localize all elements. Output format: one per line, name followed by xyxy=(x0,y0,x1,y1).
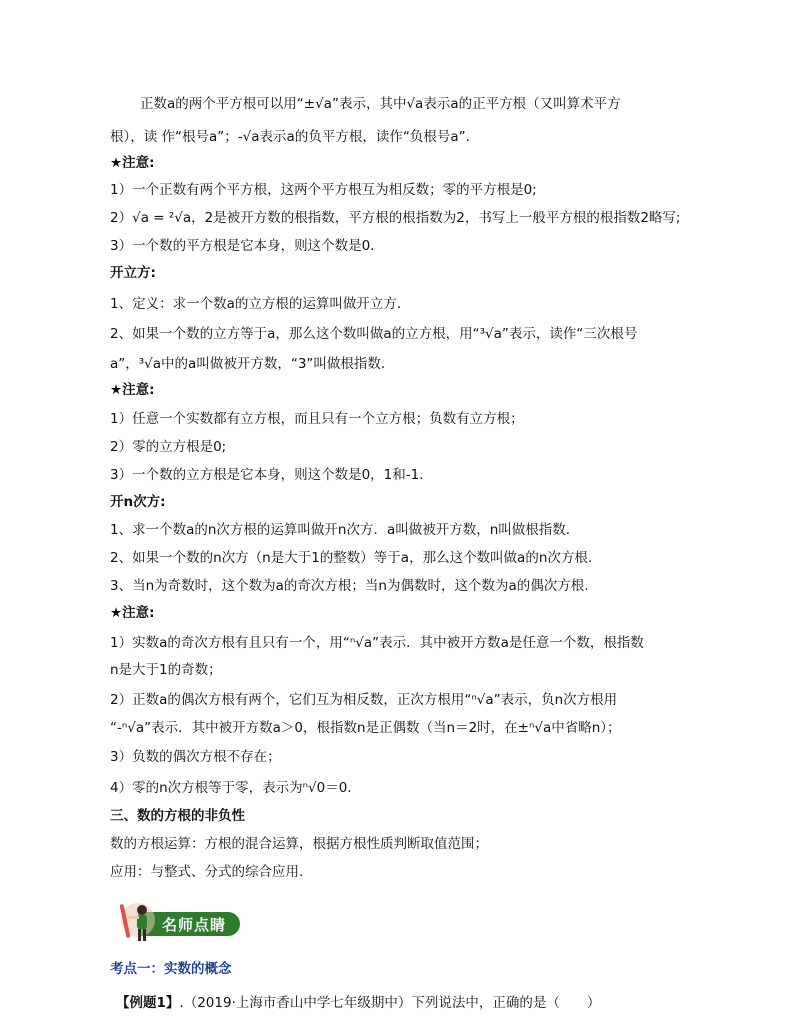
text-line: 1）一个正数有两个平方根，这两个平方根互为相反数；零的平方根是0; xyxy=(110,182,537,198)
teacher-tips-badge xyxy=(118,898,240,944)
text-line: n是大于1的奇数； xyxy=(110,662,222,678)
note-heading: ★注意: xyxy=(110,382,155,398)
text-line: 2）正数a的偶次方根有两个，它们互为相反数，正次方根用“ⁿ√a”表示，负n次方根用 xyxy=(110,692,618,708)
section-heading: 开立方: xyxy=(110,265,156,281)
example-tag: 【例题1】 xyxy=(116,995,180,1011)
text-line: “-ⁿ√a”表示．其中被开方数a＞0，根指数n是正偶数（当n＝2时，在±ⁿ√a中省略n）； xyxy=(110,720,621,736)
text-line: 正数a的两个平方根可以用“±√a”表示，其中√a表示a的正平方根（又叫算术平方 xyxy=(140,96,621,112)
text-line: 2）零的立方根是0; xyxy=(110,439,227,455)
text-line: 3）一个数的立方根是它本身，则这个数是0，1和-1. xyxy=(110,467,424,483)
kaodian-heading: 考点一：实数的概念 xyxy=(110,961,232,977)
badge-label: 名师点睛 xyxy=(162,916,227,934)
text-line: 4）零的n次方根等于零，表示为ⁿ√0＝0. xyxy=(110,780,352,796)
text-line: 3）负数的偶次方根不存在； xyxy=(110,749,281,765)
text-line: 1）任意一个实数都有立方根，而且只有一个立方根；负数有立方根； xyxy=(110,411,524,427)
text-line: 1、求一个数a的n次方根的运算叫做开n次方．a叫做被开方数，n叫做根指数. xyxy=(110,522,571,538)
text-line: 应用：与整式、分式的综合应用. xyxy=(110,864,304,880)
note-heading: ★注意: xyxy=(110,155,155,171)
text-line: 2、如果一个数的n次方（n是大于1的整数）等于a，那么这个数叫做a的n次方根. xyxy=(110,550,593,566)
example-question xyxy=(116,991,600,1011)
text-line: 1）实数a的奇次方根有且只有一个，用“ⁿ√a”表示．其中被开方数a是任意一个数，根指数 xyxy=(110,635,644,651)
teacher-figure-icon xyxy=(118,898,158,944)
text-line: a”，³√a中的a叫做被开方数，“3”叫做根指数. xyxy=(110,356,386,372)
section-heading: 三、数的方根的非负性 xyxy=(110,808,245,824)
text-line: 根），读 作“根号a”；-√a表示a的负平方根，读作“负根号a”． xyxy=(110,129,480,145)
section-heading: 开n次方: xyxy=(110,494,166,510)
text-line: 3、当n为奇数时，这个数为a的奇次方根；当n为偶数时，这个数为a的偶次方根. xyxy=(110,578,589,594)
text-line: 2）√a = ²√a，2是被开方数的根指数，平方根的根指数为2，书写上一般平方根的根指数2略写; xyxy=(110,210,681,226)
text-line: 数的方根运算：方根的混合运算，根据方根性质判断取值范围； xyxy=(110,836,488,852)
text-line: 3）一个数的平方根是它本身，则这个数是0. xyxy=(110,238,375,254)
text-line: 1、定义：求一个数a的立方根的运算叫做开立方. xyxy=(110,296,402,312)
text-line: 2、如果一个数的立方等于a，那么这个数叫做a的立方根，用“³√a”表示，读作“三次根号 xyxy=(110,326,638,342)
note-heading: ★注意: xyxy=(110,605,155,621)
example-text: .（2019·上海市香山中学七年级期中）下列说法中，正确的是（ ） xyxy=(179,995,601,1011)
